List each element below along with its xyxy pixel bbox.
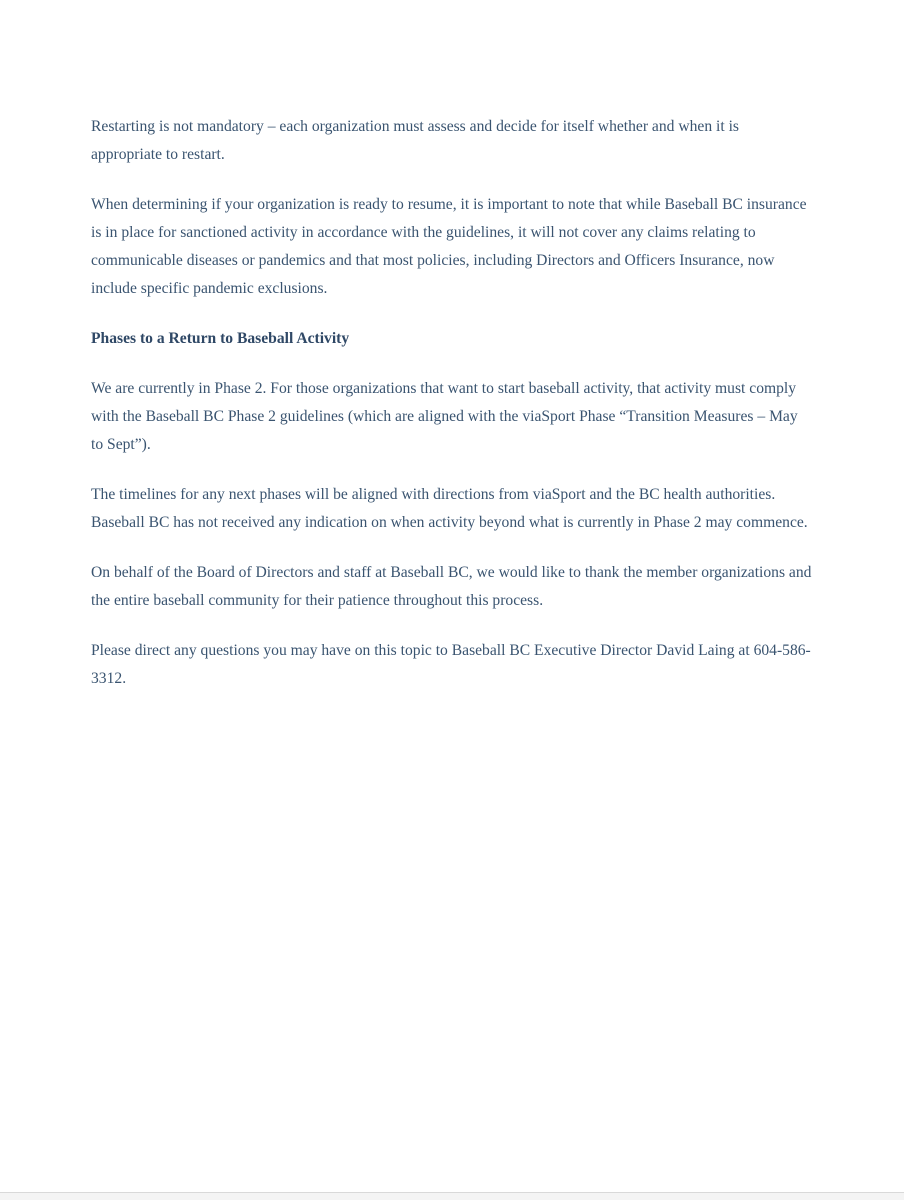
page-bottom-gap — [0, 1193, 904, 1200]
paragraph-thanks: On behalf of the Board of Directors and staff at Baseball BC, we would like to thank the member organizations and the entire baseball community for their patience throughout this process. — [91, 564, 812, 609]
section-heading-phases: Phases to a Return to Baseball Activity — [91, 330, 350, 347]
paragraph-restart-not-mandatory: Restarting is not mandatory – each organization must assess and decide for itself whether and when it is appropriate to restart. — [91, 118, 739, 163]
paragraph-current-phase: We are currently in Phase 2. For those organizations that want to start baseball activity, that activity must comply with the Baseball BC Phase 2 guidelines (which are aligned with the viaSport Phase “Transition Measures – May to Sept”). — [91, 380, 798, 453]
paragraph-next-phases: The timelines for any next phases will be aligned with directions from viaSport and the BC health authorities. Baseball BC has not received any indication on when activity beyond what is currently in Phase 2 may commence. — [91, 486, 808, 531]
paragraph-contact: Please direct any questions you may have on this topic to Baseball BC Executive Director David Laing at 604-586-3312. — [91, 642, 811, 687]
document-body — [91, 113, 813, 715]
paragraph-insurance-note: When determining if your organization is ready to resume, it is important to note that while Baseball BC insurance is in place for sanctioned activity in accordance with the guidelines, it will not cover any claims relating to communicable diseases or pandemics and that most policies, including Directors and Officers Insurance, now include specific pandemic exclusions. — [91, 196, 807, 297]
